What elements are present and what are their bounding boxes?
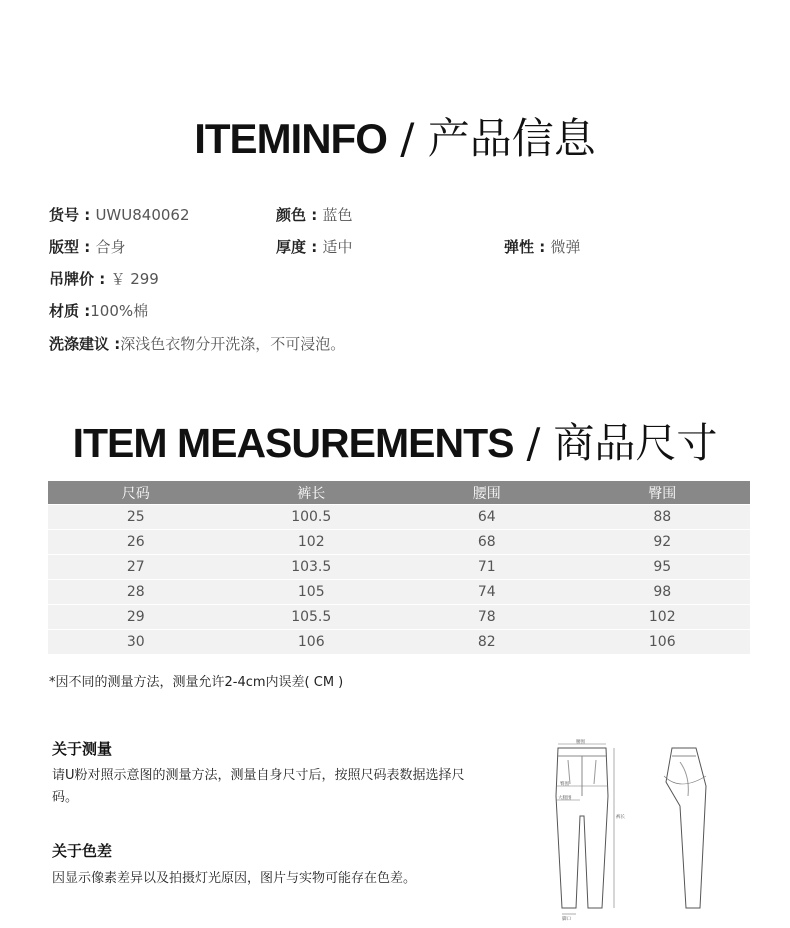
table-row [48, 579, 750, 604]
info-thickness-label: 厚度 : [276, 238, 323, 256]
info-material-value: 100%棉 [90, 302, 149, 320]
info-elasticity-value: 微弹 [550, 238, 581, 256]
table-row [48, 554, 750, 579]
item-measurements-title [0, 410, 790, 469]
table-row [48, 629, 750, 654]
cell-length: 105.5 [224, 604, 400, 629]
table-row [48, 529, 750, 554]
info-fit-label: 版型 : [49, 238, 96, 256]
cell-size: 26 [48, 529, 224, 554]
item-info-title [0, 106, 790, 166]
item-measurements-title-cn: 商品尺寸 [553, 419, 718, 467]
cell-hip: 88 [575, 504, 751, 529]
measure-section-body: 请U粉对照示意图的测量方法，测量自身尺寸后，按照尺码表数据选择尺码。 [52, 768, 465, 805]
header-hip: 臀围 [575, 481, 751, 504]
info-color-label: 颜色 : [276, 206, 323, 224]
table-row [48, 604, 750, 629]
info-washing-value: 深浅色衣物分开洗涤，不可浸泡。 [120, 335, 346, 353]
item-info-title-sep: / [386, 114, 428, 163]
diagram-thigh-label: 大腿围 [558, 796, 572, 801]
pants-measurement-diagram [540, 736, 740, 922]
info-thickness [276, 237, 352, 257]
header-size: 尺码 [48, 481, 224, 504]
item-info-title-en: ITEMINFO [194, 115, 387, 162]
cell-waist: 82 [399, 629, 575, 654]
pants-side-outline [666, 748, 706, 908]
measurement-note: *因不同的测量方法，测量允许2-4cm内误差( CM ) [49, 675, 344, 690]
cell-hip: 95 [575, 554, 751, 579]
item-measurements-title-en: ITEM MEASUREMENTS [72, 420, 514, 466]
cell-size: 29 [48, 604, 224, 629]
info-material [49, 301, 148, 321]
size-table-header [48, 481, 750, 504]
info-thickness-value: 适中 [322, 238, 353, 256]
info-elasticity-label: 弹性 : [504, 238, 551, 256]
info-color [276, 205, 352, 225]
size-table [48, 481, 750, 654]
cell-waist: 74 [399, 579, 575, 604]
item-measurements-title-sep: / [513, 419, 554, 467]
measure-section-title: 关于测量 [52, 740, 113, 758]
info-sku-value: UWU840062 [95, 206, 190, 224]
cell-length: 105 [224, 579, 400, 604]
cell-waist: 64 [399, 504, 575, 529]
cell-hip: 102 [575, 604, 751, 629]
cell-hip: 98 [575, 579, 751, 604]
cell-length: 106 [224, 629, 400, 654]
cell-length: 103.5 [224, 554, 400, 579]
color-section-title: 关于色差 [52, 842, 113, 860]
info-price-value: ￥ 299 [110, 270, 159, 288]
info-color-value: 蓝色 [322, 206, 353, 224]
info-washing [49, 334, 345, 354]
header-length: 裤长 [224, 481, 400, 504]
cell-size: 30 [48, 629, 224, 654]
info-price [49, 269, 159, 289]
cell-waist: 71 [399, 554, 575, 579]
info-sku-label: 货号 : [49, 206, 96, 224]
cell-hip: 106 [575, 629, 751, 654]
cell-size: 28 [48, 579, 224, 604]
diagram-hem-label: 脚口 [562, 917, 571, 922]
info-fit [49, 237, 125, 257]
cell-waist: 68 [399, 529, 575, 554]
cell-length: 102 [224, 529, 400, 554]
info-sku [49, 205, 190, 225]
cell-size: 25 [48, 504, 224, 529]
item-info-title-cn: 产品信息 [427, 114, 596, 163]
diagram-hip-label: 臀围 [560, 782, 569, 787]
header-waist: 腰围 [399, 481, 575, 504]
info-fit-value: 合身 [95, 238, 126, 256]
cell-length: 100.5 [224, 504, 400, 529]
color-section-body: 因显示像素差异以及拍摄灯光原因，图片与实物可能存在色差。 [52, 871, 417, 886]
info-elasticity [504, 237, 580, 257]
info-material-label: 材质 : [49, 302, 91, 320]
diagram-waist-label: 腰围 [576, 740, 585, 745]
info-washing-label: 洗涤建议 : [49, 335, 121, 353]
cell-waist: 78 [399, 604, 575, 629]
info-price-label: 吊牌价 : [49, 270, 111, 288]
cell-hip: 92 [575, 529, 751, 554]
diagram-length-label: 裤长 [616, 815, 625, 820]
table-row [48, 504, 750, 529]
cell-size: 27 [48, 554, 224, 579]
